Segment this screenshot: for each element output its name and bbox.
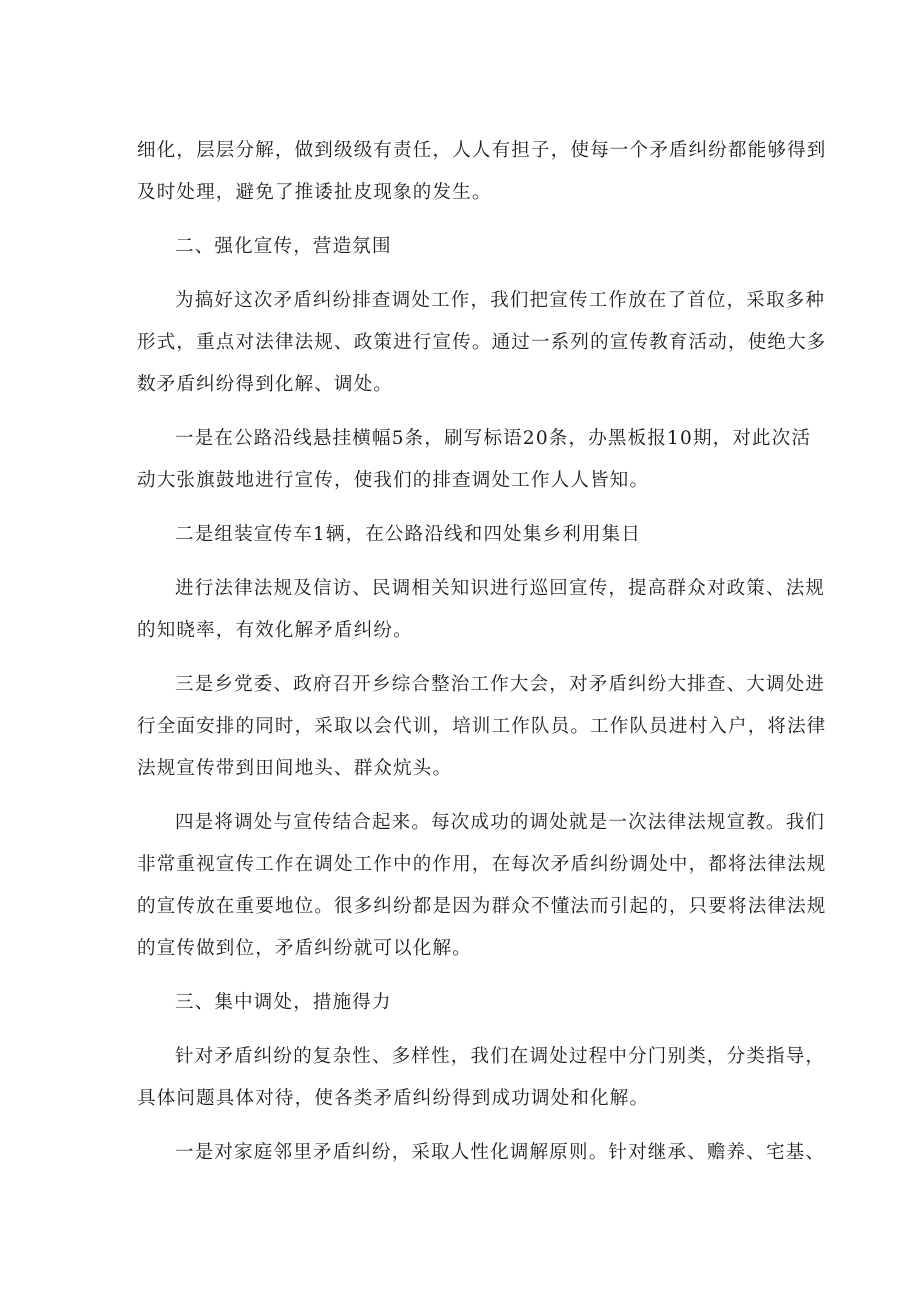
text-line: 四是将调处与宣传结合起来。每次成功的调处就是一次法律法规宣教。我们 [175,812,826,833]
paragraph-continuation [137,130,827,214]
text-line: 具体问题具体对待，使各类矛盾纠纷得到成功调处和化解。 [137,1088,650,1109]
text-line: 二是组装宣传车1辆，在公路沿线和四处集乡利用集日 [175,524,642,545]
paragraph [137,568,826,652]
paragraph [137,664,827,790]
text-line: 形式，重点对法律法规、政策进行宣传。通过一系列的宣传教育活动，使绝大多 [137,332,827,353]
section-heading [137,982,797,1024]
paragraph [137,280,827,406]
text-line: 法规宣传带到田间地头、群众炕头。 [137,758,453,779]
text-line: 数矛盾纠纷得到化解、调处。 [137,374,394,395]
heading-text: 二、强化宣传，营造氛围 [175,236,392,257]
text-line: 一是对家庭邻里矛盾纠纷，采取人性化调解原则。针对继承、赡养、宅基、 [175,1142,826,1163]
section-heading [137,226,797,268]
paragraph [137,418,812,502]
text-line: 的宣传放在重要地位。很多纠纷都是因为群众不懂法而引起的，只要将法律法规 [137,896,827,917]
text-line: 的宣传做到位，矛盾纠纷就可以化解。 [137,938,472,959]
paragraph [137,1132,826,1174]
text-line: 进行法律法规及信访、民调相关知识进行巡回宣传，提高群众对政策、法规 [175,578,826,599]
text-line: 及时处理，避免了推诿扯皮现象的发生。 [137,182,492,203]
text-line: 一是在公路沿线悬挂横幅5条，刷写标语20条，办黑板报10期，对此次活 [175,428,812,449]
heading-text: 三、集中调处，措施得力 [175,992,392,1013]
paragraph [137,514,797,556]
text-line: 三是乡党委、政府召开乡综合整治工作大会，对矛盾纠纷大排查、大调处进 [175,674,826,695]
text-line: 的知晓率，有效化解矛盾纠纷。 [137,620,413,641]
text-line: 针对矛盾纠纷的复杂性、多样性，我们在调处过程中分门别类，分类指导， [175,1046,826,1067]
text-line: 非常重视宣传工作在调处工作中的作用，在每次矛盾纠纷调处中，都将法律法规 [137,854,827,875]
text-line: 动大张旗鼓地进行宣传，使我们的排查调处工作人人皆知。 [137,470,650,491]
paragraph [137,1036,826,1120]
text-line: 行全面安排的同时，采取以会代训，培训工作队员。工作队员进村入户，将法律 [137,716,827,737]
text-line: 细化，层层分解，做到级级有责任，人人有担子，使每一个矛盾纠纷都能够得到 [137,140,827,161]
paragraph [137,802,827,970]
document-body [137,130,827,1174]
text-line: 为搞好这次矛盾纠纷排查调处工作，我们把宣传工作放在了首位，采取多种 [175,290,826,311]
